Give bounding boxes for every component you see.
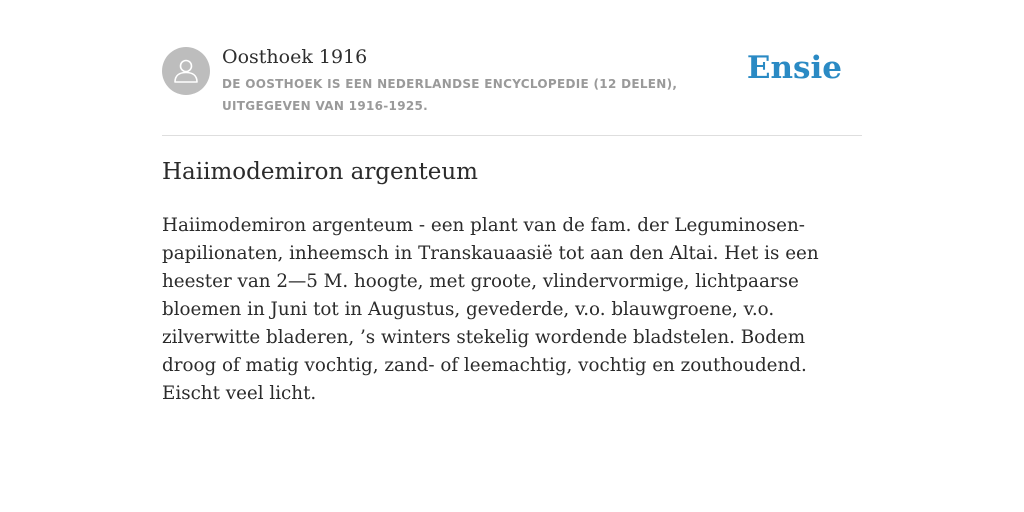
source-header: [162, 0, 862, 136]
brand-logo[interactable]: Ensie: [746, 50, 842, 86]
page-container: [162, 0, 862, 404]
source-name-link[interactable]: Oosthoek 1916: [222, 46, 368, 68]
user-icon: [171, 56, 201, 86]
source-avatar[interactable]: [162, 47, 210, 95]
source-description: DE OOSTHOEK IS EEN NEDERLANDSE ENCYCLOPEDIE (12 DELEN), UITGEGEVEN VAN 1916-1925.: [222, 77, 678, 113]
article-body: Haiimodemiron argenteum - een plant van de fam. der Leguminosen-papilionaten, inheemsch in Transkauaasië tot aan den Altai. Het is een heester van 2—5 M. hoogte, met groote, vlindervormige, lichtpaarse bloemen in Juni tot in Augustus, gevederde, v.o. blauwgroene, v.o. zilverwitte bladeren, ’s winters stekelig wordende bladstelen. Bodem droog of matig vochtig, zand- of leemachtig, vochtig en zouthoudend. Eischt veel licht.: [162, 215, 819, 404]
article-title: Haiimodemiron argenteum: [162, 159, 478, 185]
